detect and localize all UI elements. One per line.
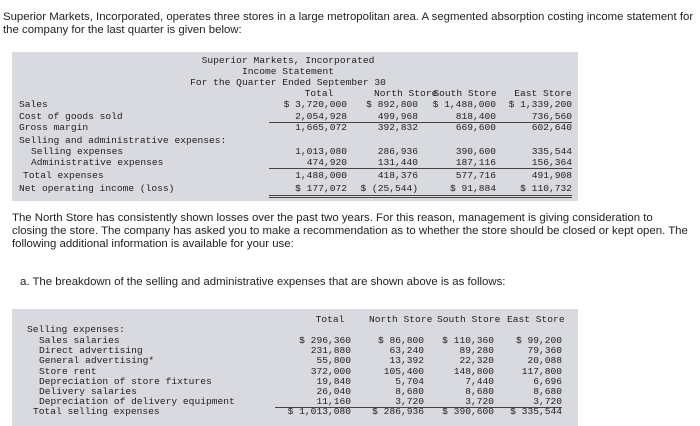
- value-cell: 7,440: [465, 375, 494, 387]
- value-cell: 669,600: [455, 122, 496, 133]
- value-cell: $ (25,544): [340, 183, 418, 198]
- value-cell: 818,400: [418, 111, 496, 123]
- value-cell: $ 1,013,080: [287, 406, 351, 418]
- paragraph-north-store: The North Store has consistently shown losses over the past two years. For this reason, management is giving consideration to closing the store. The company has asked you to make a recommendation as to whether the store should be closed or kept open. The following additional information is available for your use:: [12, 212, 688, 250]
- value-cell: 231,880: [310, 345, 351, 357]
- value-cell: 3,720: [418, 396, 494, 408]
- value-cell: 286,936: [377, 146, 418, 157]
- row-label: Direct advertising: [39, 345, 143, 357]
- value-cell: $ 110,360: [442, 335, 494, 346]
- value-cell: 13,392: [389, 355, 424, 367]
- value-cell: 55,800: [316, 355, 351, 367]
- value-cell: 372,000: [310, 365, 351, 377]
- value-cell: 131,440: [340, 157, 418, 169]
- statement-period: For the Quarter Ended September 30: [190, 77, 386, 88]
- value-cell: 1,488,000: [295, 170, 347, 181]
- value-cell: 390,600: [455, 146, 496, 157]
- value-cell: $ 86,800: [377, 335, 424, 346]
- value-cell: 2,054,928: [269, 111, 347, 123]
- column-header: South Store: [437, 314, 501, 325]
- value-cell: 602,640: [531, 122, 572, 133]
- value-cell: 6,696: [533, 375, 562, 387]
- row-label: Gross margin: [19, 122, 89, 133]
- value-cell: $ 1,488,000: [432, 99, 496, 110]
- value-cell: 491,908: [531, 170, 572, 181]
- value-cell: 20,088: [527, 355, 562, 367]
- column-header: North Store: [369, 314, 433, 325]
- value-cell: $ 110,732: [494, 183, 572, 198]
- value-cell: 11,160: [275, 396, 351, 408]
- row-label: Store rent: [39, 365, 97, 377]
- intro-text: Superior Markets, Incorporated, operates three stores in a large metropolitan area. A segmented absorption costing income statement for the company for the last quarter is given below:: [3, 11, 694, 36]
- value-cell: 1,013,080: [295, 146, 347, 157]
- column-header: East Store: [507, 314, 565, 325]
- value-cell: 1,665,072: [295, 122, 347, 133]
- statement-title: Income Statement: [241, 66, 335, 77]
- value-cell: $ 390,600: [442, 406, 494, 418]
- row-label: Net operating income (loss): [19, 183, 175, 194]
- value-cell: $ 1,339,200: [508, 99, 572, 110]
- value-cell: $ 3,720,000: [283, 99, 347, 110]
- row-label: Depreciation of delivery equipment: [39, 396, 235, 408]
- value-cell: 148,800: [453, 365, 494, 377]
- value-cell: 5,704: [395, 375, 424, 387]
- value-cell: 499,968: [340, 111, 418, 123]
- value-cell: 105,400: [383, 365, 424, 377]
- row-label: Total expenses: [23, 170, 104, 181]
- column-header: South Store: [433, 88, 497, 99]
- column-header: Total: [315, 314, 345, 325]
- value-cell: $ 177,072: [269, 183, 347, 198]
- value-cell: $ 892,800: [366, 99, 418, 110]
- value-cell: 392,832: [377, 122, 418, 133]
- value-cell: 736,560: [494, 111, 572, 123]
- value-cell: 474,920: [269, 157, 347, 169]
- value-cell: 3,720: [348, 396, 424, 408]
- value-cell: 8,680: [465, 386, 494, 397]
- row-label: Total selling expenses: [33, 406, 160, 418]
- value-cell: 89,280: [459, 345, 494, 357]
- row-label: Selling and administrative expenses:: [19, 135, 227, 146]
- value-cell: 335,544: [531, 146, 572, 157]
- column-header: North Store: [374, 88, 438, 99]
- value-cell: 22,320: [459, 355, 494, 367]
- value-cell: $ 99,200: [515, 335, 562, 346]
- item-a-text: a. The breakdown of the selling and administrative expenses that are shown above is as follows:: [20, 276, 506, 288]
- value-cell: 418,376: [377, 170, 418, 181]
- row-label: Depreciation of store fixtures: [39, 375, 212, 387]
- row-label: Sales: [19, 99, 48, 110]
- company-name: Superior Markets, Incorporated: [201, 55, 375, 66]
- value-cell: 8,680: [395, 386, 424, 397]
- row-label: General advertising*: [39, 355, 155, 367]
- value-cell: $ 286,936: [372, 406, 424, 418]
- value-cell: 19,840: [316, 375, 351, 387]
- column-header: Total: [304, 88, 334, 99]
- value-cell: 79,360: [527, 345, 562, 357]
- section-heading: Selling expenses:: [27, 324, 125, 335]
- value-cell: 117,800: [521, 365, 562, 377]
- row-label: Delivery salaries: [39, 386, 137, 397]
- value-cell: 577,716: [455, 170, 496, 181]
- row-label: Sales salaries: [39, 335, 120, 346]
- row-label: Administrative expenses: [31, 157, 164, 168]
- value-cell: 187,116: [418, 157, 496, 169]
- column-header: East Store: [514, 88, 572, 99]
- value-cell: $ 296,360: [299, 335, 351, 346]
- value-cell: 156,364: [494, 157, 572, 169]
- value-cell: 26,040: [316, 386, 351, 397]
- value-cell: 3,720: [486, 396, 562, 408]
- row-label: Cost of goods sold: [19, 111, 123, 122]
- value-cell: $ 335,544: [510, 406, 562, 418]
- value-cell: 63,240: [389, 345, 424, 357]
- value-cell: 8,680: [533, 386, 562, 397]
- row-label: Selling expenses: [31, 146, 124, 157]
- value-cell: $ 91,884: [418, 183, 496, 198]
